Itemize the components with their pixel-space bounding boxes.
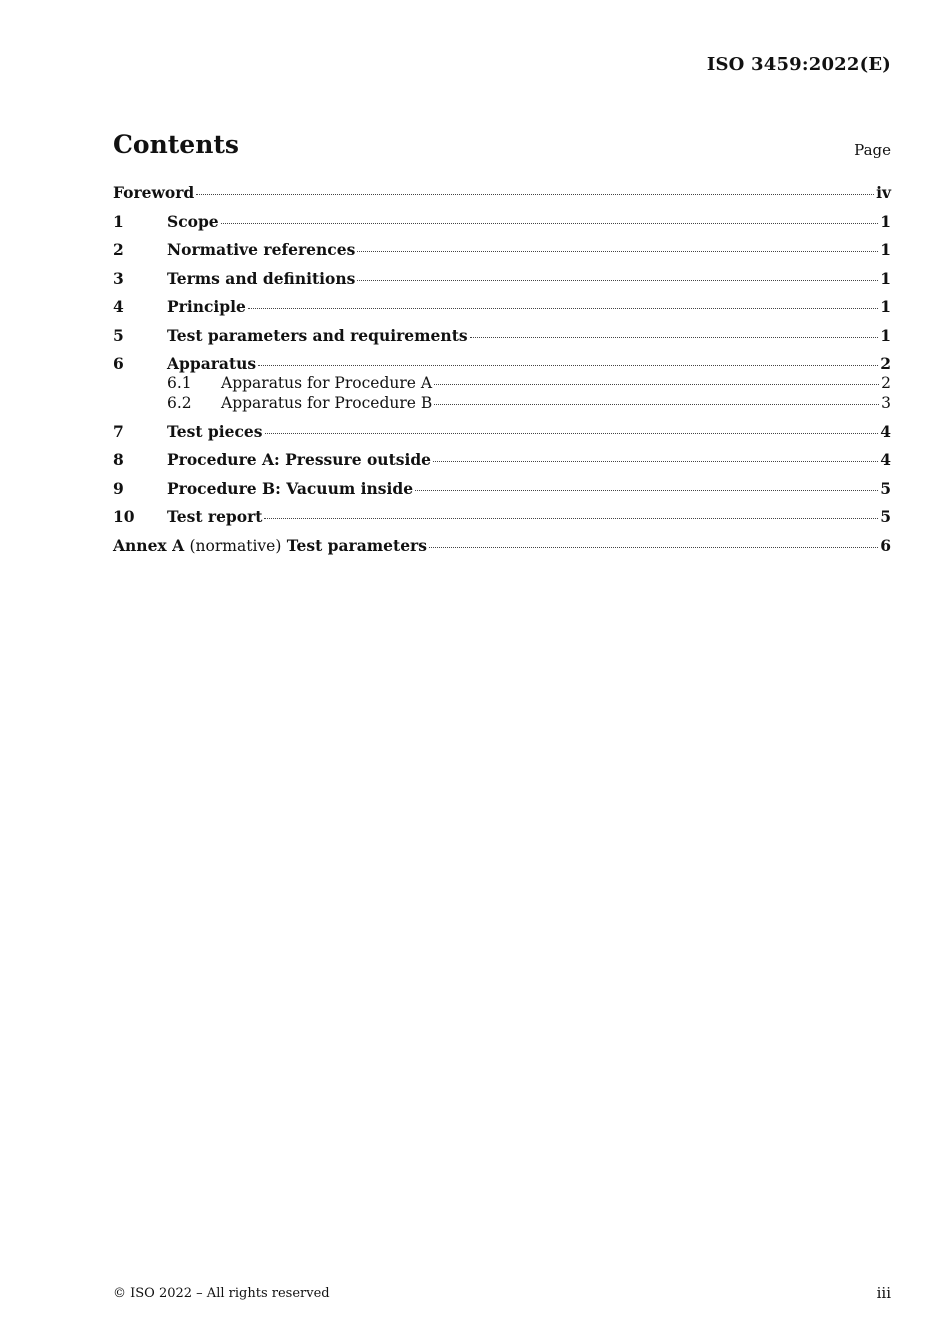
toc-subentry-apparatus-a[interactable] bbox=[113, 374, 891, 394]
toc-entry-page: 2 bbox=[880, 354, 891, 373]
dot-leader bbox=[433, 461, 878, 462]
toc-entry-label: Foreword bbox=[113, 183, 195, 202]
toc-entry-foreword[interactable] bbox=[113, 183, 891, 203]
copyright-notice: © ISO 2022 – All rights reserved bbox=[113, 1286, 330, 1301]
toc-entry-label: Test pieces bbox=[167, 421, 263, 441]
toc-entry-test-report[interactable] bbox=[113, 507, 891, 527]
document-id: ISO 3459:2022(E) bbox=[706, 54, 891, 75]
toc-entry-label: Principle bbox=[167, 297, 246, 316]
toc-entry-number: 4 bbox=[113, 297, 124, 316]
toc-entry-page: 1 bbox=[880, 268, 891, 288]
toc-entry-label: Procedure A: Pressure outside bbox=[167, 450, 432, 469]
toc-entry-label: Scope bbox=[167, 211, 219, 231]
toc-entry-annex-a[interactable] bbox=[113, 536, 891, 556]
toc-entry-number: 8 bbox=[113, 450, 124, 469]
toc-entry-number: 2 bbox=[113, 240, 124, 259]
toc-subentry-apparatus-b[interactable] bbox=[113, 394, 891, 414]
dot-leader bbox=[357, 280, 878, 281]
toc-entry-label: Apparatus for Procedure A bbox=[221, 374, 433, 392]
toc-entry-number: 6 bbox=[113, 354, 124, 373]
dot-leader bbox=[264, 518, 878, 519]
toc-entry-page: 1 bbox=[880, 325, 891, 345]
toc-entry-page: 1 bbox=[880, 211, 891, 231]
toc-entry-number: 3 bbox=[113, 268, 124, 288]
toc-entry-page: 5 bbox=[880, 507, 891, 526]
dot-leader bbox=[429, 547, 878, 548]
toc-entry-procedure-b[interactable] bbox=[113, 479, 891, 499]
toc-entry-page: 6 bbox=[880, 535, 891, 555]
dot-leader bbox=[248, 308, 878, 309]
annex-prefix: Annex A bbox=[113, 535, 185, 555]
dot-leader bbox=[434, 384, 879, 385]
toc-entry-test-parameters[interactable] bbox=[113, 326, 891, 346]
dot-leader bbox=[357, 251, 878, 252]
toc-entry-number: 7 bbox=[113, 421, 124, 441]
toc-entry-page: 1 bbox=[880, 297, 891, 316]
toc-entry-number: 6.1 bbox=[167, 374, 192, 392]
dot-leader bbox=[265, 433, 879, 434]
toc-entry-page: 2 bbox=[881, 374, 891, 392]
toc-entry-page: 1 bbox=[880, 240, 891, 259]
toc-entry-label: Normative references bbox=[167, 240, 356, 259]
dot-leader bbox=[434, 404, 879, 405]
dot-leader bbox=[415, 490, 878, 491]
contents-title: Contents bbox=[113, 130, 240, 159]
toc-entry-terms-definitions[interactable] bbox=[113, 269, 891, 289]
toc-entry-number: 5 bbox=[113, 325, 124, 345]
toc-entry-label: Terms and definitions bbox=[167, 268, 356, 288]
table-of-contents bbox=[113, 183, 891, 556]
annex-qualifier: (normative) bbox=[189, 536, 282, 555]
toc-entry-apparatus[interactable] bbox=[113, 354, 891, 374]
annex-title: Test parameters bbox=[286, 535, 427, 555]
toc-entry-number: 10 bbox=[113, 507, 135, 526]
toc-entry-page: iv bbox=[876, 183, 891, 202]
toc-entry-test-pieces[interactable] bbox=[113, 422, 891, 442]
toc-entry-number: 1 bbox=[113, 211, 124, 231]
toc-entry-page: 5 bbox=[880, 478, 891, 498]
page-column-label: Page bbox=[854, 141, 891, 159]
toc-entry-page: 4 bbox=[880, 450, 891, 469]
dot-leader bbox=[196, 194, 874, 195]
toc-entry-principle[interactable] bbox=[113, 297, 891, 317]
toc-entry-page: 4 bbox=[880, 421, 891, 441]
toc-entry-scope[interactable] bbox=[113, 212, 891, 232]
toc-entry-page: 3 bbox=[881, 393, 891, 412]
toc-entry-label: Apparatus bbox=[167, 354, 257, 373]
toc-entry-normative-references[interactable] bbox=[113, 240, 891, 260]
toc-entry-label: Test report bbox=[167, 507, 263, 526]
toc-entry-label: Test parameters and requirements bbox=[167, 325, 468, 345]
dot-leader bbox=[221, 223, 879, 224]
dot-leader bbox=[470, 337, 879, 338]
toc-entry-label: Procedure B: Vacuum inside bbox=[167, 478, 414, 498]
dot-leader bbox=[258, 365, 878, 366]
toc-entry-label: Apparatus for Procedure B bbox=[221, 393, 433, 412]
toc-entry-number: 6.2 bbox=[167, 393, 192, 412]
page-number: iii bbox=[876, 1284, 891, 1302]
toc-entry-number: 9 bbox=[113, 478, 124, 498]
toc-annex-label bbox=[113, 536, 427, 556]
toc-entry-procedure-a[interactable] bbox=[113, 450, 891, 470]
